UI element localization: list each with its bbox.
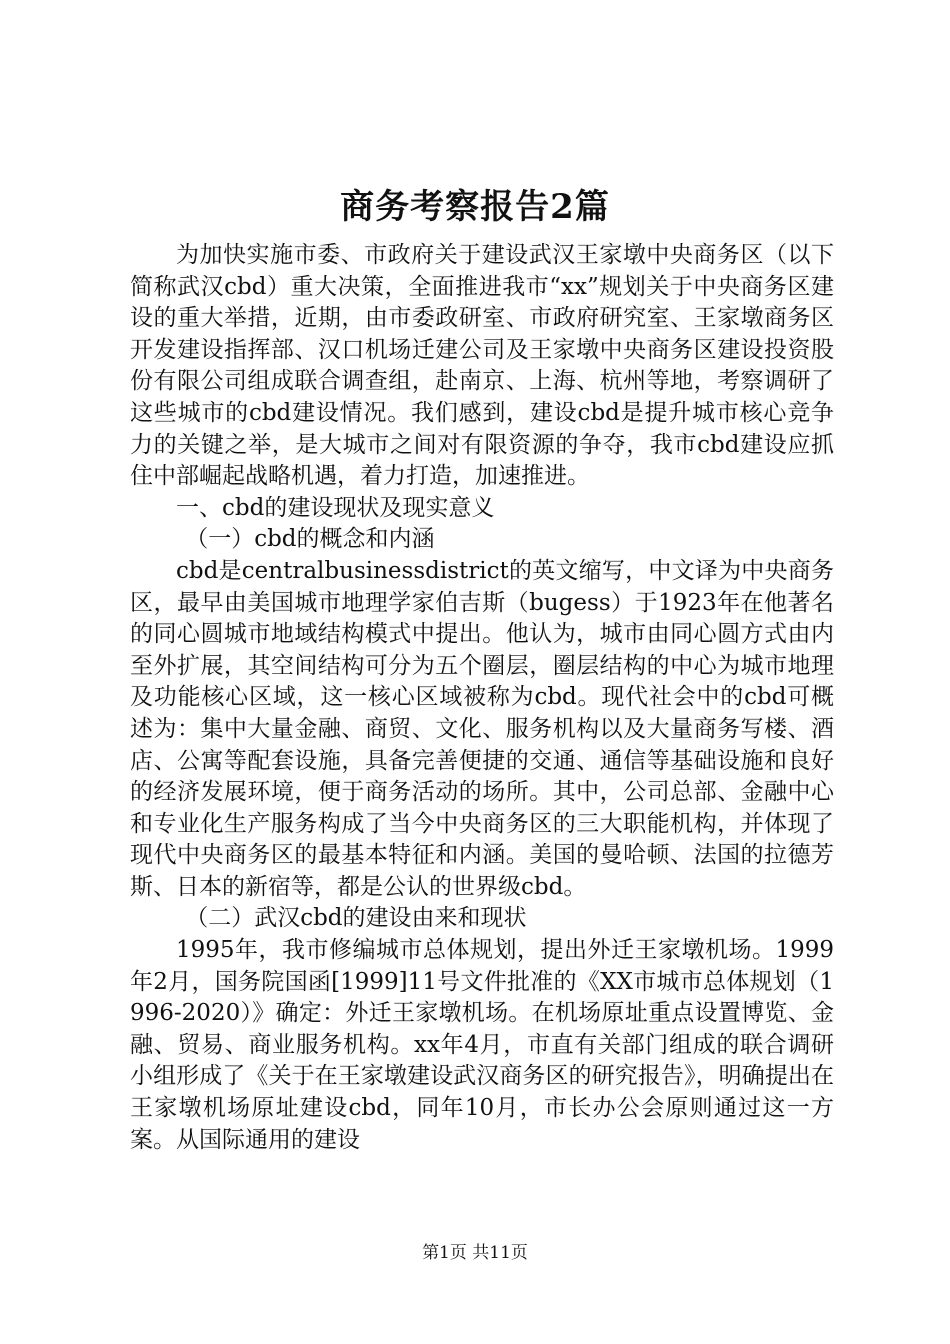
- cbd-concept-paragraph: cbd是centralbusinessdistrict的英文缩写，中文译为中央商务区，最早由美国城市地理学家伯吉斯（bugess）于1923年在他著名的同心圆城市地域结构模式中提出。他认为，城市由同心圆方式由内至外扩展，其空间结构可分为五个圈层，圈层结构的中心为城市地理及功能核心区域，这一核心区域被称为cbd。现代社会中的cbd可概述为：集中大量金融、商贸、文化、服务机构以及大量商务写楼、酒店、公寓等配套设施，具备完善便捷的交通、通信等基础设施和良好的经济发展环境，便于商务活动的场所。其中，公司总部、金融中心和专业化生产服务构成了当今中央商务区的三大职能机构，并体现了现代中央商务区的最基本特征和内涵。美国的曼哈顿、法国的拉德芳斯、日本的新宿等，都是公认的世界级cbd。: [130, 557, 834, 900]
- page-number-footer: 第1页 共11页: [422, 1243, 528, 1263]
- wuhan-cbd-history-paragraph: 1995年，我市修编城市总体规划，提出外迁王家墩机场。1999年2月，国务院国函[1999]11号文件批准的《XX市城市总体规划（1996-2020）》确定：外迁王家墩机场。在机场原址重点设置博览、金融、贸易、商业服务机构。xx年4月，市直有关部门组成的联合调研小组形成了《关于在王家墩建设武汉商务区的研究报告》，明确提出在王家墩机场原址建设cbd，同年10月，市长办公会原则通过这一方案。从国际通用的建设: [130, 937, 834, 1153]
- subsection-heading-2: （二）武汉cbd的建设由来和现状: [185, 905, 527, 932]
- document-title: 商务考察报告2篇: [340, 187, 610, 227]
- document-body: [130, 240, 834, 1156]
- section-heading-1: 一、cbd的建设现状及现实意义: [176, 494, 495, 521]
- intro-paragraph: 为加快实施市委、市政府关于建设武汉王家墩中央商务区（以下简称武汉cbd）重大决策，全面推进我市“xx”规划关于中央商务区建设的重大举措，近期，由市委政研室、市政府研究室、王家墩商务区开发建设指挥部、汉口机场迁建公司及王家墩中央商务区建设投资股份有限公司组成联合调查组，赴南京、上海、杭州等地，考察调研了这些城市的cbd建设情况。我们感到，建设cbd是提升城市核心竞争力的关键之举，是大城市之间对有限资源的争夺，我市cbd建设应抓住中部崛起战略机遇，着力打造，加速推进。: [130, 242, 834, 490]
- subsection-heading-1: （一）cbd的概念和内涵: [185, 526, 435, 553]
